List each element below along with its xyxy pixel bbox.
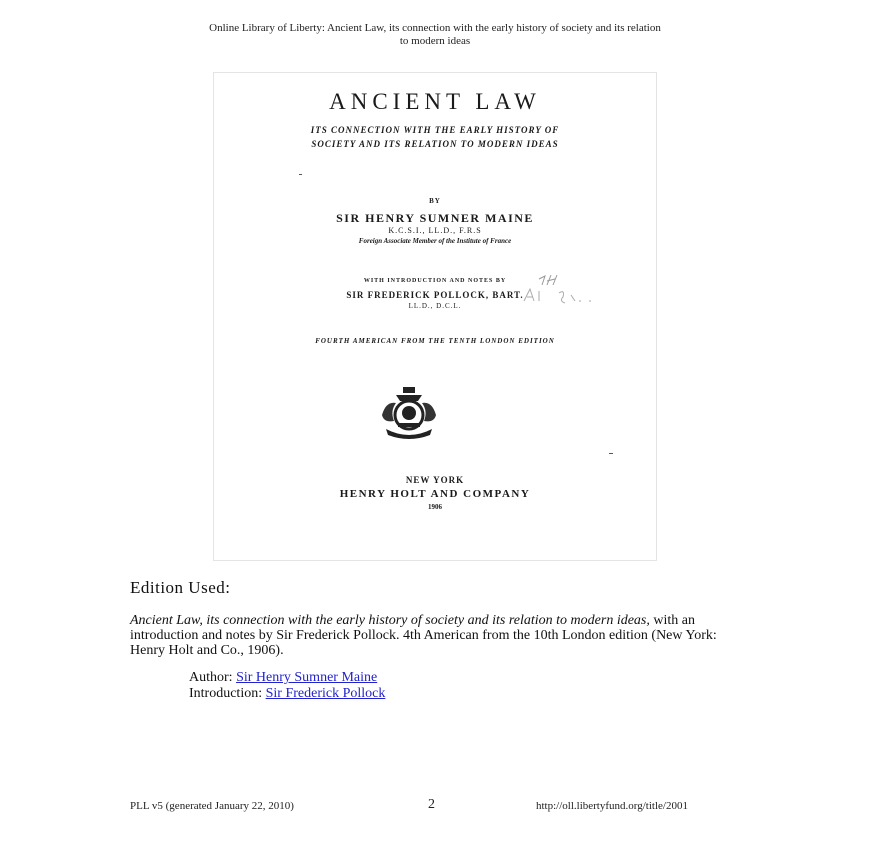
intro-credentials: LL.D., D.C.L. (408, 302, 462, 310)
footer-generated: PLL v5 (generated January 22, 2010) (130, 800, 294, 812)
edition-citation-title: Ancient Law, its connection with the early history of society and its relation to modern ideas, (130, 613, 650, 628)
publisher-name: HENRY HOLT AND COMPANY (339, 488, 531, 500)
header-line-1: Online Library of Liberty: Ancient Law, its connection with the early history of society and its relation (209, 22, 661, 34)
header-line-2: to modern ideas (399, 35, 471, 47)
introduction-meta-label: Introduction: (189, 686, 266, 701)
title-page-image (213, 72, 657, 561)
author-credentials: K.C.S.I., LL.D., F.R.S (388, 226, 482, 235)
footer-url: http://oll.libertyfund.org/title/2001 (536, 800, 688, 812)
book-subtitle-line-2: SOCIETY AND ITS RELATION TO MODERN IDEAS (311, 139, 559, 149)
edition-line: FOURTH AMERICAN FROM THE TENTH LONDON EDITION (315, 337, 555, 345)
book-subtitle-line-1: ITS CONNECTION WITH THE EARLY HISTORY OF (310, 125, 560, 135)
author-meta-label: Author: (189, 670, 237, 685)
book-title: ANCIENT LAW (329, 89, 541, 114)
handwritten-marks (519, 271, 629, 311)
edition-used-heading: Edition Used: (130, 578, 231, 597)
publisher-city: NEW YORK (405, 475, 465, 485)
edition-citation-rest: with an introduction and notes by Sir Frederick Pollock. 4th American from the 10th London edition (New York: Henry Holt and Co., 1906). (130, 613, 717, 658)
author-name: SIR HENRY SUMNER MAINE (336, 211, 534, 225)
author-link[interactable]: Sir Henry Sumner Maine (236, 670, 378, 685)
with-intro-label: WITH INTRODUCTION AND NOTES BY (363, 278, 507, 284)
speck (299, 174, 302, 175)
speck (609, 453, 613, 454)
by-label: BY (429, 197, 441, 205)
edition-citation (130, 613, 750, 658)
introduction-link[interactable]: Sir Frederick Pollock (265, 686, 386, 701)
page-header (0, 22, 870, 48)
publication-year: 1906 (428, 503, 442, 511)
introduction-meta (189, 686, 385, 702)
author-meta (189, 670, 377, 686)
intro-author: SIR FREDERICK POLLOCK, BART. (346, 290, 524, 300)
publisher-seal-icon (374, 385, 444, 445)
footer-page-number: 2 (428, 797, 435, 812)
author-associate: Foreign Associate Member of the Institute of France (358, 237, 512, 245)
